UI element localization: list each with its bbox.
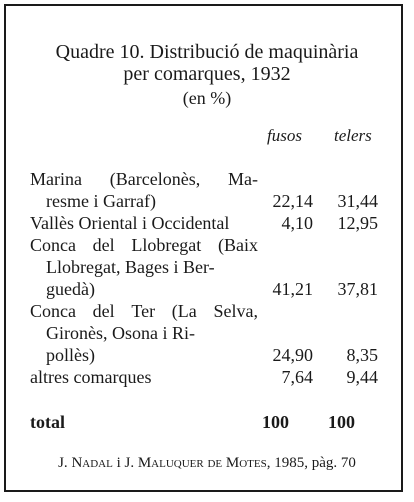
row-label-line: guedà): [46, 279, 95, 299]
source-year-page: , 1985, pàg. 70: [266, 455, 356, 471]
row-label-word: (Barcelonès,: [109, 169, 201, 189]
row-label-valles: [30, 212, 258, 234]
row-label-line: resme i Garraf): [46, 191, 156, 211]
row-label-line: Vallès Oriental i Occidental: [30, 213, 230, 233]
row-label-word: Marina: [30, 169, 82, 189]
source-author-1: Nadal: [71, 455, 113, 471]
row-label-word: Ma-: [227, 169, 258, 189]
row-label-line: Gironès, Osona i Ri-: [46, 323, 195, 343]
cell-telers-marina: 31,44: [337, 191, 378, 211]
row-label-line: [30, 234, 258, 256]
total-fusos: 100: [262, 412, 289, 432]
row-label-word: Llobregat: [131, 235, 202, 255]
row-label-word: Conca: [30, 235, 76, 255]
column-header-telers: telers: [334, 126, 372, 145]
cell-fusos-altres: 7,64: [281, 367, 313, 387]
cell-fusos-llobregat: 41,21: [272, 279, 313, 299]
row-label-ter: [30, 300, 258, 366]
table-title-line-2: per comarques, 1932: [123, 63, 291, 85]
source-author-2: Maluquer de Motes: [137, 455, 267, 471]
source-citation: [0, 453, 414, 473]
row-label-line: altres comarques: [30, 367, 152, 387]
row-label-word: (Baix: [217, 235, 258, 255]
cell-fusos-marina: 22,14: [272, 191, 313, 211]
source-initial: J.: [58, 455, 72, 471]
cell-telers-ter: 8,35: [346, 345, 378, 365]
row-label-word: del: [92, 235, 115, 255]
row-label-word: Selva,: [213, 301, 258, 321]
row-label-word: Conca: [30, 301, 76, 321]
table-title-line-1: Quadre 10. Distribució de maquinària: [55, 41, 359, 63]
cell-telers-valles: 12,95: [337, 213, 378, 233]
row-label-marina: [30, 168, 258, 212]
row-label-altres: [30, 366, 258, 388]
total-telers: 100: [328, 412, 355, 432]
row-label-word: (La: [171, 301, 197, 321]
row-label-word: del: [92, 301, 115, 321]
row-label-line: Llobregat, Bages i Ber-: [46, 257, 215, 277]
cell-telers-altres: 9,44: [346, 367, 378, 387]
column-header-fusos: fusos: [267, 126, 302, 145]
table-title-unit: (en %): [182, 88, 232, 108]
row-label-line: [30, 168, 258, 190]
cell-telers-llobregat: 37,81: [337, 279, 378, 299]
cell-fusos-valles: 4,10: [281, 213, 313, 233]
total-label: total: [30, 412, 65, 432]
row-label-line: [30, 300, 258, 322]
cell-fusos-ter: 24,90: [272, 345, 313, 365]
row-label-llobregat: [30, 234, 258, 300]
source-connector: i J.: [112, 455, 138, 471]
row-label-line: pollès): [46, 345, 95, 365]
row-label-word: Ter: [131, 301, 156, 321]
